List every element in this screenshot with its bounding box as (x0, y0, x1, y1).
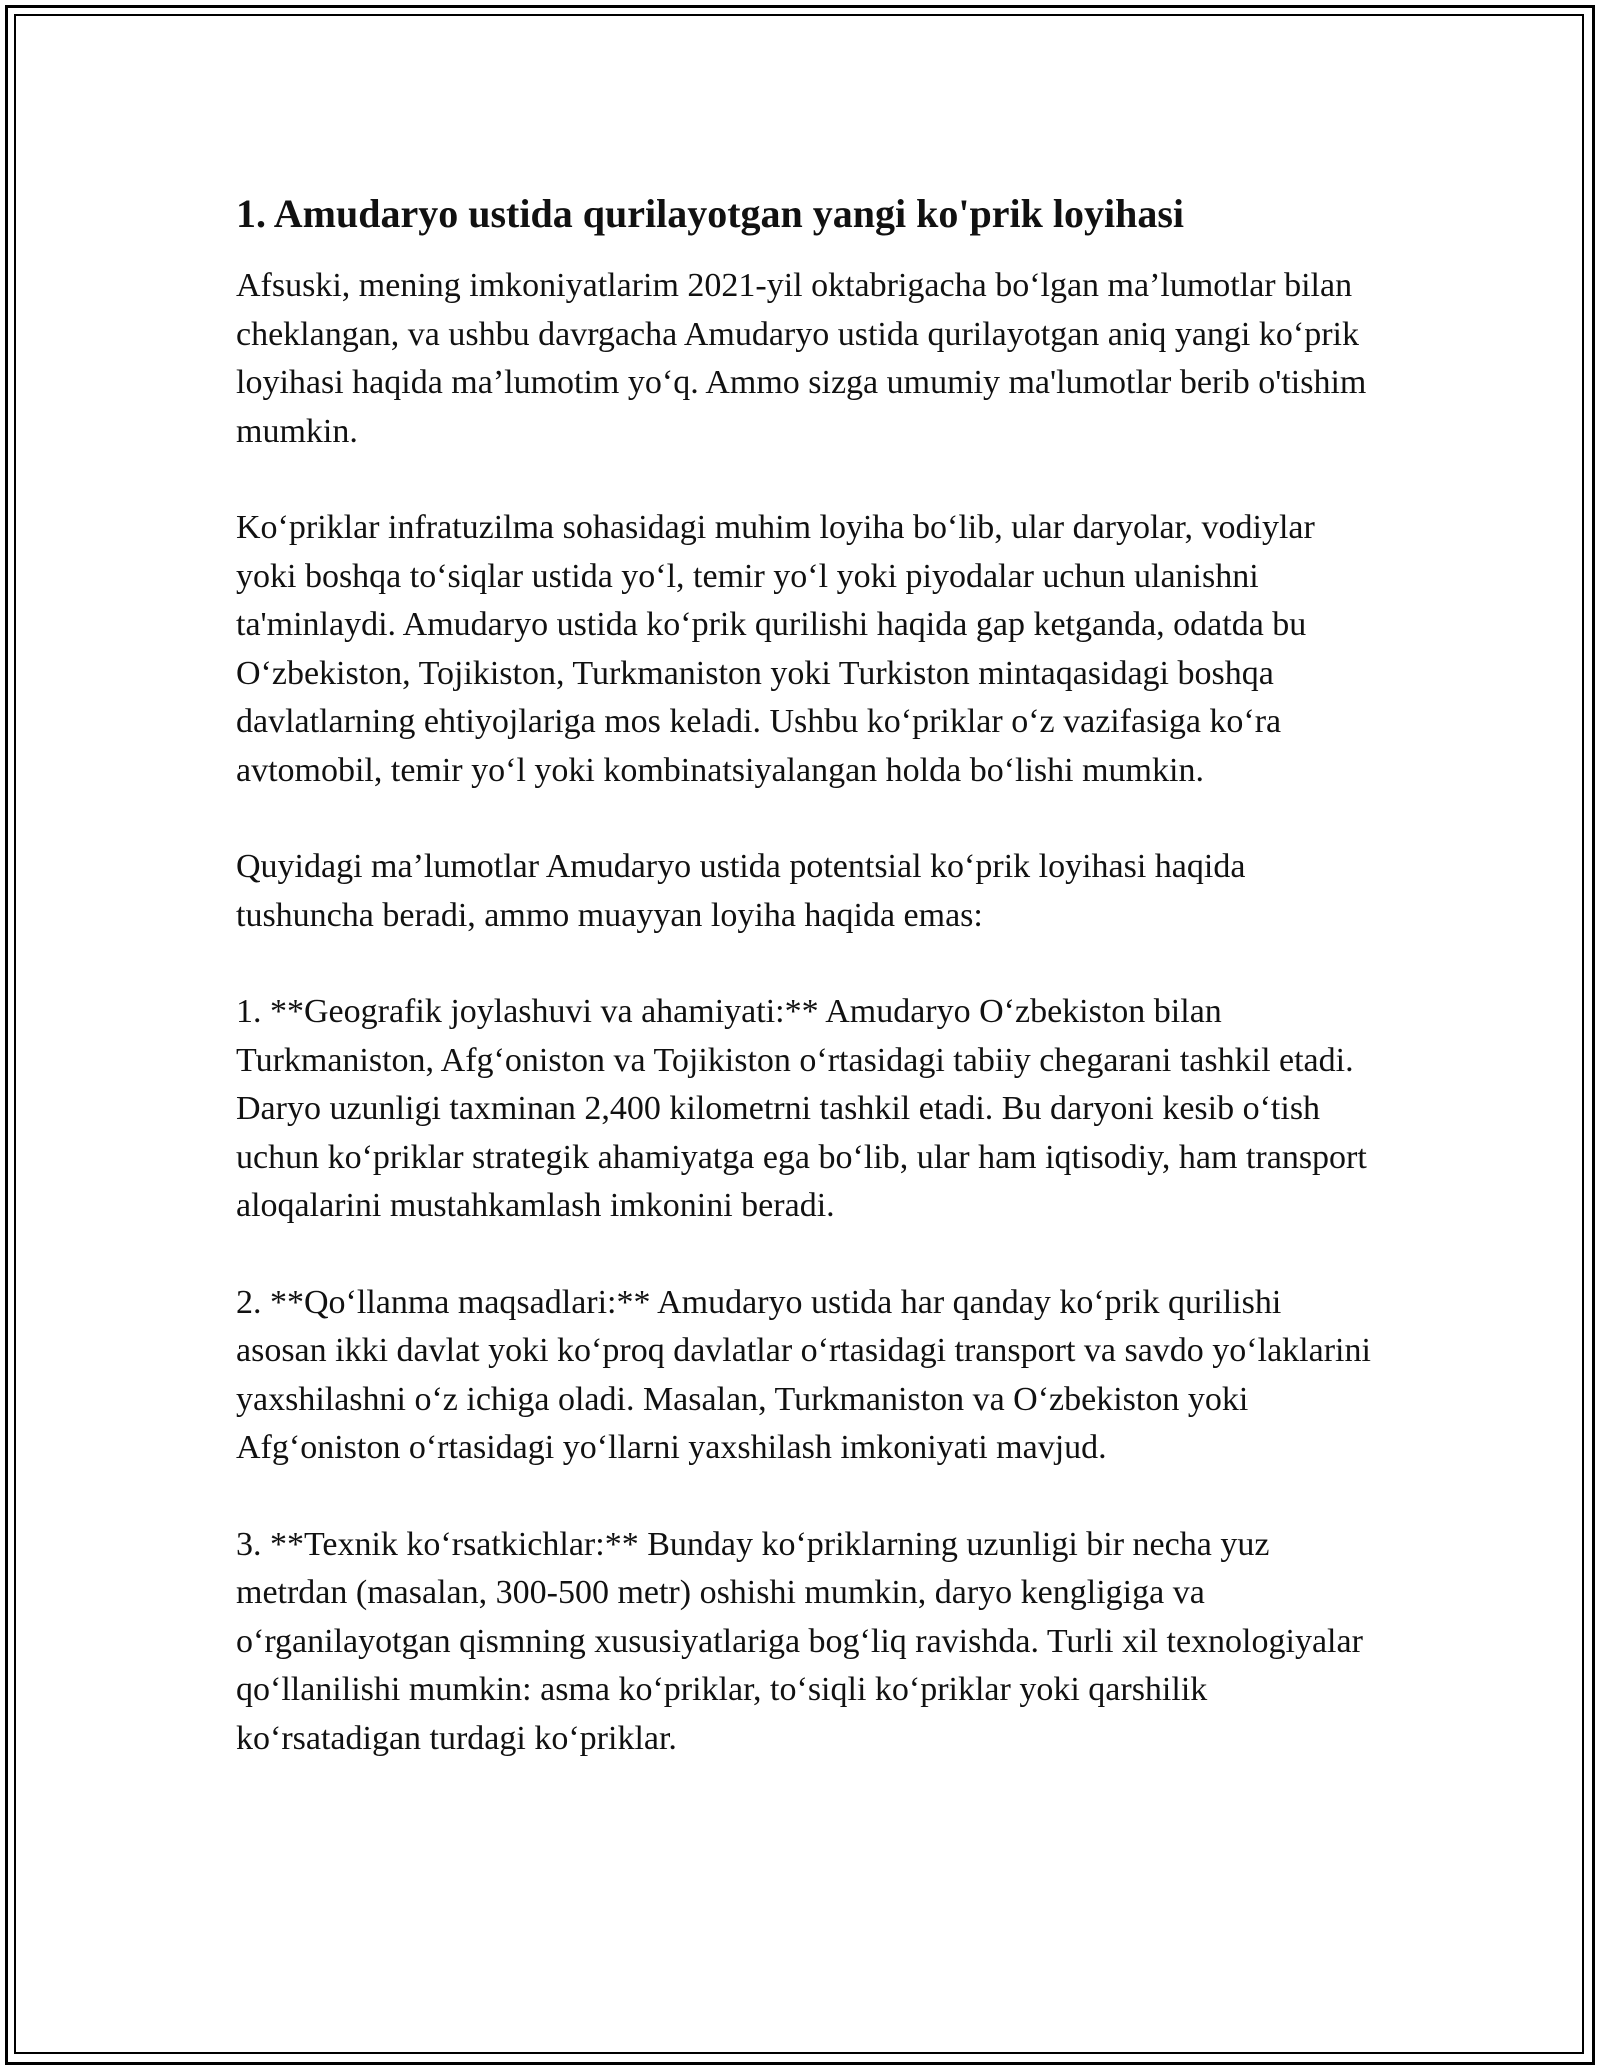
paragraph-bridges-overview: Ko‘priklar infratuzilma sohasidagi muhim loyiha bo‘lib, ular daryolar, vodiylar yoki boshqa to‘siqlar ustida yo‘l, temir yo‘l yoki piyodalar uchun ulanishni ta'minlaydi. Amudaryo ustida ko‘prik qurilishi haqida gap ketganda, odatda bu O‘zbekiston, Tojikiston, Turkmaniston yoki Turkiston mintaqasidagi boshqa davlatlarning ehtiyojlariga mos keladi. Ushbu ko‘priklar o‘z vazifasiga ko‘ra avtomobil, temir yo‘l yoki kombinatsiyalangan holda bo‘lishi mumkin. (236, 509, 1315, 789)
document-title: 1. Amudaryo ustida qurilayotgan yangi ko'prik loyihasi (236, 191, 1185, 236)
paragraph-intro: Afsuski, mening imkoniyatlarim 2021-yil oktabrigacha bo‘lgan ma’lumotlar bilan cheklangan, va ushbu davrgacha Amudaryo ustida qurilayotgan aniq yangi ko‘prik loyihasi haqida ma’lumotim yo‘q. Ammo sizga umumiy ma'lumotlar berib o'tishim mumkin. (236, 267, 1367, 450)
list-item-technical: 3. **Texnik ko‘rsatkichlar:** Bunday ko‘priklarning uzunligi bir necha yuz metrdan (masalan, 300-500 metr) oshishi mumkin, daryo kengligiga va o‘rganilayotgan qismning xususiyatlariga bog‘liq ravishda. Turli xil texnologiyalar qo‘llanilishi mumkin: asma ko‘priklar, to‘siqli ko‘priklar yoki qarshilik ko‘rsatadigan turdagi ko‘priklar. (236, 1525, 1363, 1757)
list-item-purposes: 2. **Qo‘llanma maqsadlari:** Amudaryo ustida har qanday ko‘prik qurilishi asosan ikki davlat yoki ko‘proq davlatlar o‘rtasidagi transport va savdo yo‘laklarini yaxshilashni o‘z ichiga oladi. Masalan, Turkmaniston va O‘zbekiston yoki Afg‘oniston o‘rtasidagi yo‘llarni yaxshilash imkoniyati mavjud. (236, 1283, 1371, 1466)
paragraph-info-lead: Quyidagi ma’lumotlar Amudaryo ustida potentsial ko‘prik loyihasi haqida tushuncha beradi, ammo muayyan loyiha haqida emas: (236, 848, 1246, 934)
list-item-geography: 1. **Geografik joylashuvi va ahamiyati:** Amudaryo O‘zbekiston bilan Turkmaniston, Afg‘oniston va Tojikiston o‘rtasidagi tabiiy chegarani tashkil etadi. Daryo uzunligi taxminan 2,400 kilometrni tashkil etadi. Bu daryoni kesib o‘tish uchun ko‘priklar strategik ahamiyatga ega bo‘lib, ular ham iqtisodiy, ham transport aloqalarini mustahkamlash imkonini beradi. (236, 993, 1367, 1224)
document-body (236, 186, 1376, 1811)
